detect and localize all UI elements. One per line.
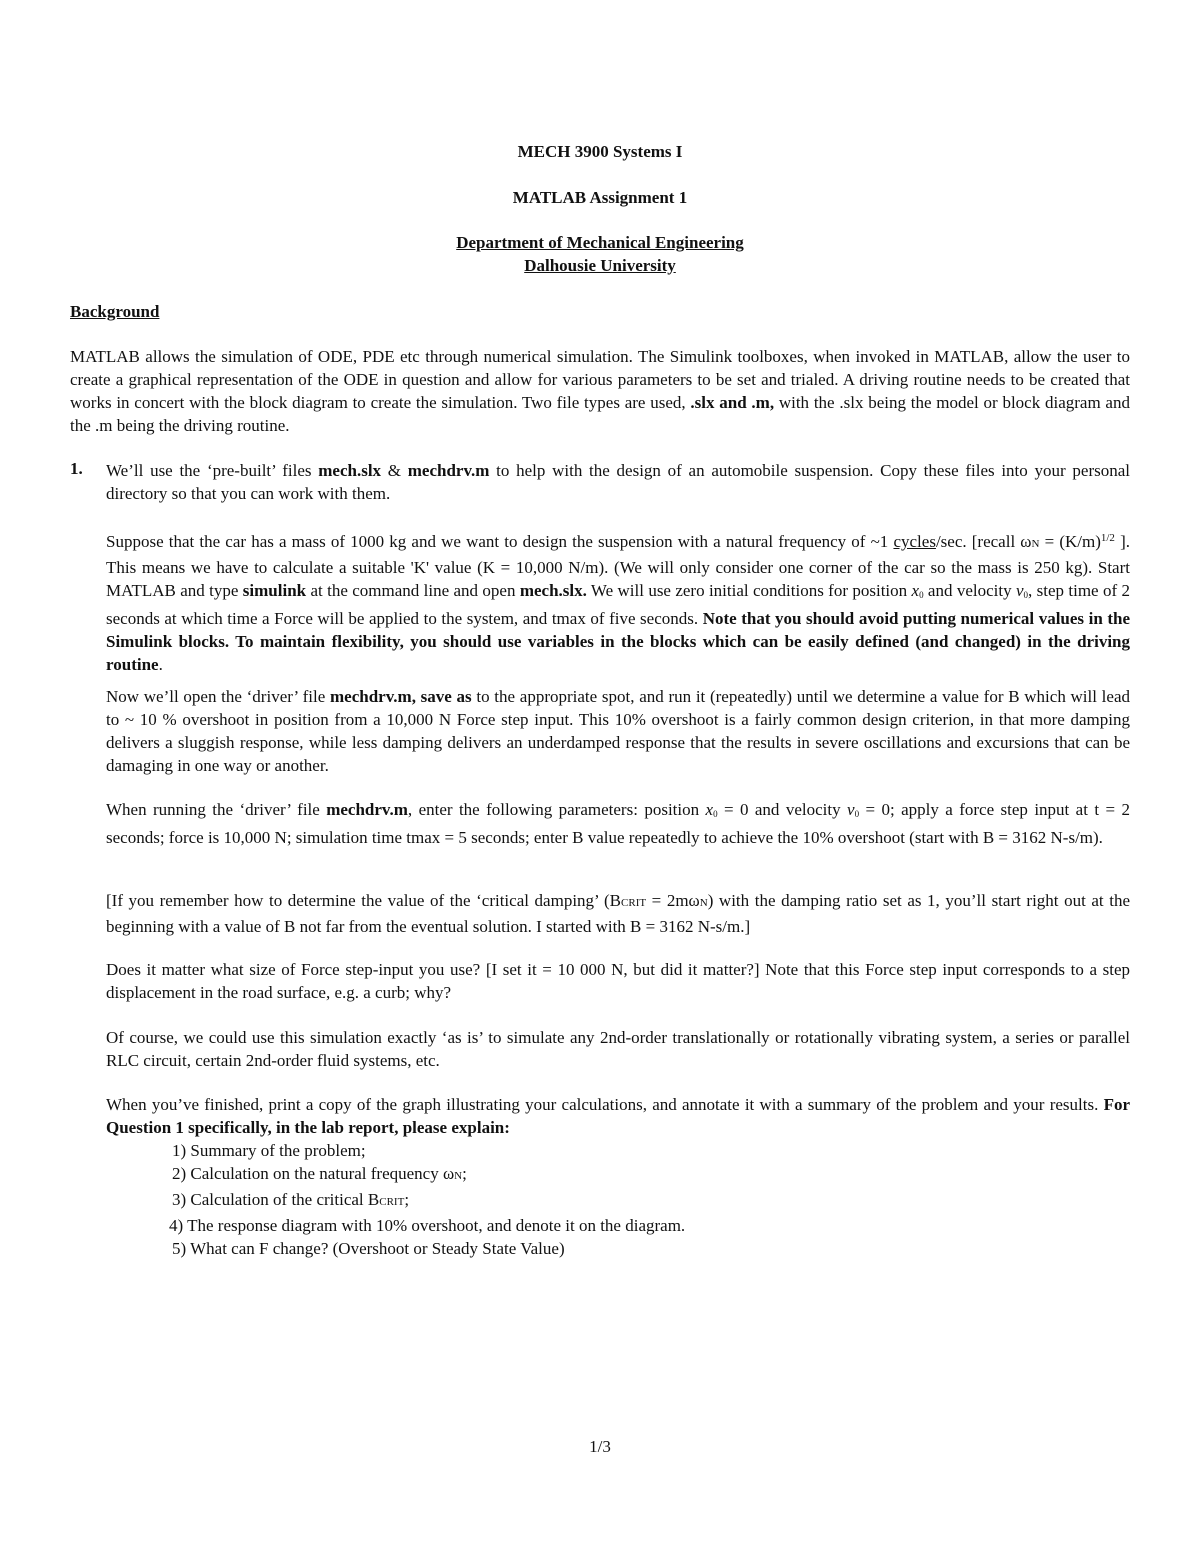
q1-paragraph-files: We’ll use the ‘pre-built’ files mech.slx & mechdrv.m to help with the design of an automobile suspension. Copy these files into your personal directory so that you can work with them. <box>106 461 1130 503</box>
department-name: Department of Mechanical Engineering <box>456 233 744 252</box>
report-requirements-list <box>169 1139 686 1260</box>
background-heading: Background <box>70 302 160 321</box>
university-name: Dalhousie University <box>524 256 676 275</box>
course-title: MECH 3900 Systems I <box>517 142 683 161</box>
list-item: 2) Calculation on the natural frequency ωN; <box>172 1164 467 1183</box>
list-item: 5) What can F change? (Overshoot or Steady State Value) <box>172 1239 565 1258</box>
q1-paragraph-force-size: Does it matter what size of Force step-input you use? [I set it = 10 000 N, but did it matter?] Note that this Force step input corresponds to a step displacement in the road surface, e.g. a curb; why? <box>106 960 1130 1002</box>
list-item: 3) Calculation of the critical BCRIT; <box>172 1190 410 1209</box>
list-item: 1) Summary of the problem; <box>172 1141 366 1160</box>
list-item: 4) The response diagram with 10% overshoot, and denote it on the diagram. <box>169 1216 686 1235</box>
q1-paragraph-driver: Now we’ll open the ‘driver’ file mechdrv.m, save as to the appropriate spot, and run it (repeatedly) until we determine a value for B which will lead to ~ 10 % overshoot in position from a 10,000 N Force step input. This 10% overshoot is a fairly common design criterion, in that more damping delivers a sluggish response, while less damping delivers an underdamped response that the results in severe oscillations and excursions that can be damaging in one way or another. <box>106 687 1130 775</box>
page-number: 1/3 <box>589 1437 611 1456</box>
q1-paragraph-report: When you’ve finished, print a copy of the graph illustrating your calculations, and annotate it with a summary of the problem and your results. For Question 1 specifically, in the lab report, please explain: <box>106 1095 1130 1137</box>
q1-paragraph-parameters: When running the ‘driver’ file mechdrv.m, enter the following parameters: position x0 = 0 and velocity v0 = 0; apply a force step input at t = 2 seconds; force is 10,000 N; simulation time tmax = 5 seconds; enter B value repeatedly to achieve the 10% overshoot (start with B = 3162 N-s/m). <box>106 800 1130 847</box>
question-number: 1. <box>70 459 83 478</box>
q1-paragraph-general-use: Of course, we could use this simulation exactly ‘as is’ to simulate any 2nd-order translationally or rotationally vibrating system, a series or parallel RLC circuit, certain 2nd-order fluid systems, etc. <box>106 1028 1130 1070</box>
q1-paragraph-critical-damping: [If you remember how to determine the value of the ‘critical damping’ (BCRIT = 2mωN) with the damping ratio set as 1, you’ll start right out at the beginning with a value of B not far from the eventual solution. I started with B = 3162 N-s/m.] <box>106 891 1131 936</box>
assignment-title: MATLAB Assignment 1 <box>512 188 688 207</box>
background-paragraph: MATLAB allows the simulation of ODE, PDE etc through numerical simulation. The Simulink toolboxes, when invoked in MATLAB, allow the user to create a graphical representation of the ODE in question and allow for various parameters to be set and trialed. A driving routine needs to be created that works in concert with the block diagram to create the simulation. Two file types are used, .slx and .m, with the .slx being the model or block diagram and the .m being the driving routine. <box>70 347 1130 435</box>
q1-paragraph-setup: Suppose that the car has a mass of 1000 kg and we want to design the suspension with a natural frequency of ~1 cycles/sec. [recall $\omega N = (K/m)^{1/2}$ ]. This means we have to calculate a suitable 'K' value (K = 10,000 N/m). (We will only consider one corner of the car so the mass is 250 kg). Start MATLAB and type simulink at the command line and open mech.slx. We will use zero initial conditions for position x0 and velocity v0, step time of 2 seconds at which time a Force will be applied to the system, and tmax of five seconds. Note that you should avoid putting numerical values in the Simulink blocks. To maintain flexibility, you should use variables in the blocks which can be easily defined (and changed) in the driving routine. <box>106 532 1130 674</box>
